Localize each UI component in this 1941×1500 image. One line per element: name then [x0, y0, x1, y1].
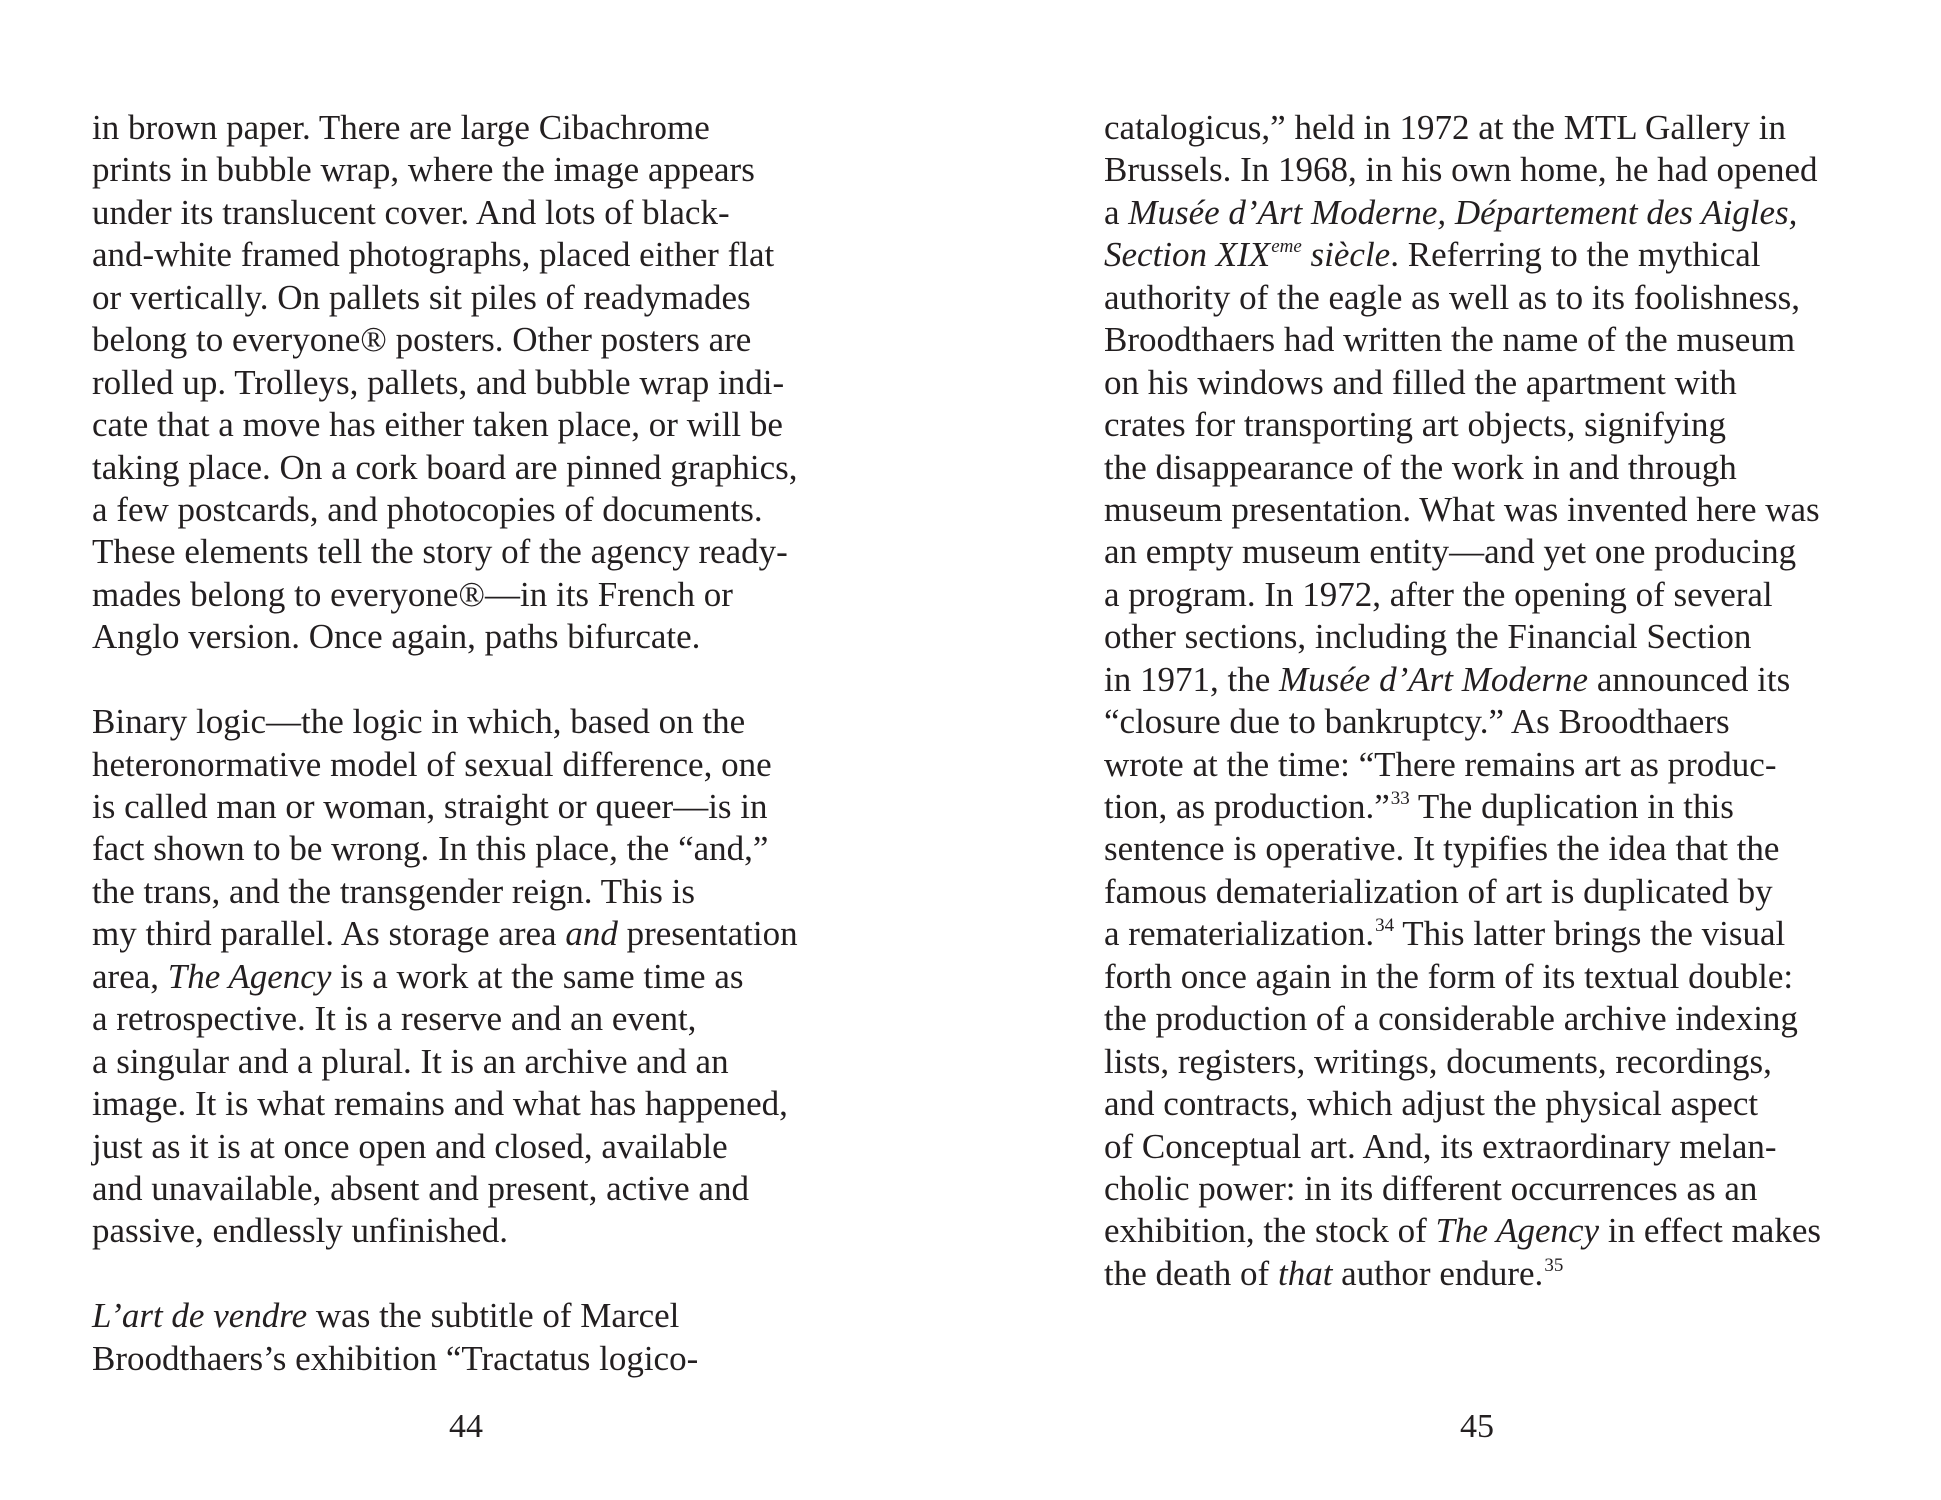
text-line: [92, 1210, 852, 1252]
body-text: heteronormative model of sexual difference, one: [92, 744, 772, 784]
body-text: museum presentation. What was invented here was: [1104, 489, 1820, 529]
body-text: a singular and a plural. It is an archive and an: [92, 1041, 729, 1081]
italic-text: The Agency: [1435, 1211, 1600, 1251]
body-text: “closure due to bankruptcy.” As Broodthaers: [1104, 702, 1730, 742]
right-page-text-column: [1104, 107, 1864, 1295]
body-text: was the subtitle of Marcel: [307, 1296, 680, 1336]
text-line: [92, 1295, 852, 1337]
body-text: lists, registers, writings, documents, recordings,: [1104, 1041, 1772, 1081]
body-text: my third parallel. As storage area: [92, 914, 566, 954]
body-text: or vertically. On pallets sit piles of readymades: [92, 277, 751, 317]
text-line: [1104, 362, 1864, 404]
text-line: [92, 489, 852, 531]
body-text: the trans, and the transgender reign. This is: [92, 871, 695, 911]
body-text: an empty museum entity—and yet one producing: [1104, 532, 1797, 572]
text-line: [92, 1083, 852, 1125]
body-text: forth once again in the form of its textual double:: [1104, 956, 1794, 996]
body-text: fact shown to be wrong. In this place, the “and,”: [92, 829, 769, 869]
text-line: [92, 447, 852, 489]
body-text: crates for transporting art objects, signifying: [1104, 405, 1727, 445]
text-line: [1104, 1210, 1864, 1252]
text-line: [92, 701, 852, 743]
text-line: [92, 404, 852, 446]
body-text: of Conceptual art. And, its extraordinary melan-: [1104, 1126, 1777, 1166]
body-text: a program. In 1972, after the opening of several: [1104, 574, 1773, 614]
body-text: cholic power: in its different occurrences as an: [1104, 1168, 1758, 1208]
body-text: cate that a move has either taken place, or will be: [92, 405, 783, 445]
text-line: [92, 871, 852, 913]
body-text: presentation: [617, 914, 798, 954]
text-line: [1104, 574, 1864, 616]
text-line: [1104, 531, 1864, 573]
body-text: Brussels. In 1968, in his own home, he had opened: [1104, 150, 1818, 190]
text-line: [1104, 956, 1864, 998]
text-line: [1104, 744, 1864, 786]
italic-text: and: [565, 914, 618, 954]
body-text: in brown paper. There are large Cibachrome: [92, 108, 710, 147]
text-line: [92, 828, 852, 870]
text-line: [1104, 277, 1864, 319]
text-line: [92, 149, 852, 191]
text-line: [1104, 828, 1864, 870]
text-line: [92, 956, 852, 998]
text-line: [92, 1126, 852, 1168]
body-text: is called man or woman, straight or queer—is in: [92, 787, 768, 826]
text-line: [92, 1338, 852, 1380]
italic-text: Musée d’Art Moderne, Département des Aigles,: [1128, 192, 1798, 232]
body-text: The duplication in this: [1409, 787, 1734, 826]
left-page-text-column: [92, 107, 852, 1380]
left-page: [0, 0, 970, 1500]
footnote-reference: 34: [1375, 915, 1395, 937]
text-line: [92, 786, 852, 828]
text-line: [1104, 701, 1864, 743]
body-text: passive, endlessly unfinished.: [92, 1211, 509, 1251]
text-line: [1104, 871, 1864, 913]
body-text: sentence is operative. It typifies the idea that the: [1104, 829, 1780, 869]
body-text: taking place. On a cork board are pinned graphics,: [92, 447, 798, 487]
text-line: [1104, 149, 1864, 191]
body-text: tion, as production.”: [1104, 787, 1390, 826]
paragraph-break: [92, 659, 852, 701]
text-line: [92, 574, 852, 616]
text-line: [1104, 998, 1864, 1040]
text-line: [1104, 319, 1864, 361]
body-text: author endure.: [1332, 1253, 1544, 1293]
body-text: area,: [92, 956, 168, 996]
text-line: [1104, 1041, 1864, 1083]
right-page: [970, 0, 1941, 1500]
text-line: [1104, 913, 1864, 955]
body-text: just as it is at once open and closed, available: [92, 1126, 728, 1166]
body-text: image. It is what remains and what has happened,: [92, 1084, 788, 1124]
body-text: belong to everyone® posters. Other posters are: [92, 320, 752, 360]
body-text: in 1971, the: [1104, 659, 1279, 699]
body-text: Broodthaers’s exhibition “Tractatus logico-: [92, 1338, 699, 1378]
body-text: a: [1104, 192, 1129, 232]
text-line: [92, 107, 852, 149]
text-line: [92, 362, 852, 404]
text-line: [92, 744, 852, 786]
body-text: exhibition, the stock of: [1104, 1211, 1436, 1251]
body-text: and unavailable, absent and present, active and: [92, 1168, 749, 1208]
text-line: [92, 913, 852, 955]
superscript-text: eme: [1271, 236, 1302, 258]
body-text: wrote at the time: “There remains art as produc-: [1104, 744, 1777, 784]
text-line: [1104, 1083, 1864, 1125]
body-text: rolled up. Trolleys, pallets, and bubble wrap indi-: [92, 362, 785, 402]
text-line: [1104, 786, 1864, 828]
text-line: [92, 192, 852, 234]
text-line: [1104, 1168, 1864, 1210]
text-line: [1104, 447, 1864, 489]
italic-text: that: [1277, 1253, 1333, 1293]
body-text: mades belong to everyone®—in its French or: [92, 574, 733, 614]
body-text: the production of a considerable archive indexing: [1104, 999, 1798, 1039]
body-text: under its translucent cover. And lots of black-: [92, 192, 730, 232]
body-text: and-white framed photographs, placed either flat: [92, 235, 775, 275]
body-text: . Referring to the mythical: [1390, 235, 1761, 275]
text-line: [1104, 192, 1864, 234]
italic-text: The Agency: [167, 956, 332, 996]
text-line: [1104, 489, 1864, 531]
text-line: [1104, 659, 1864, 701]
body-text: in effect makes: [1599, 1211, 1821, 1251]
italic-text: siècle: [1301, 235, 1391, 275]
text-line: [1104, 234, 1864, 276]
footnote-reference: 35: [1544, 1254, 1564, 1276]
text-line: [1104, 404, 1864, 446]
body-text: Broodthaers had written the name of the museum: [1104, 320, 1796, 360]
footnote-reference: 33: [1390, 788, 1410, 809]
italic-text: L’art de vendre: [92, 1296, 308, 1336]
text-line: [92, 277, 852, 319]
text-line: [1104, 1253, 1864, 1295]
text-line: [1104, 107, 1864, 149]
body-text: and contracts, which adjust the physical aspect: [1104, 1084, 1759, 1124]
text-line: [92, 616, 852, 658]
body-text: This latter brings the visual: [1394, 914, 1786, 954]
body-text: These elements tell the story of the agency ready-: [92, 532, 788, 572]
page-number-right: 45: [1460, 1408, 1494, 1445]
body-text: prints in bubble wrap, where the image appears: [92, 150, 755, 190]
text-line: [92, 531, 852, 573]
body-text: is a work at the same time as: [331, 956, 744, 996]
text-line: [1104, 1126, 1864, 1168]
body-text: a rematerialization.: [1104, 914, 1375, 954]
page-number-left: 44: [449, 1408, 483, 1445]
body-text: authority of the eagle as well as to its foolishness,: [1104, 277, 1800, 317]
body-text: Anglo version. Once again, paths bifurcate.: [92, 617, 701, 657]
text-line: [92, 998, 852, 1040]
body-text: Binary logic—the logic in which, based on the: [92, 702, 746, 742]
italic-text: Section XIX: [1104, 235, 1271, 275]
body-text: catalogicus,” held in 1972 at the MTL Gallery in: [1104, 108, 1786, 147]
italic-text: Musée d’Art Moderne: [1278, 659, 1589, 699]
body-text: famous dematerialization of art is duplicated by: [1104, 871, 1773, 911]
body-text: the death of: [1104, 1253, 1278, 1293]
body-text: a few postcards, and photocopies of documents.: [92, 489, 763, 529]
paragraph-break: [92, 1253, 852, 1295]
body-text: other sections, including the Financial Section: [1104, 617, 1752, 657]
body-text: announced its: [1588, 659, 1791, 699]
text-line: [1104, 616, 1864, 658]
body-text: on his windows and filled the apartment with: [1104, 362, 1737, 402]
body-text: the disappearance of the work in and through: [1104, 447, 1737, 487]
text-line: [92, 1168, 852, 1210]
text-line: [92, 1041, 852, 1083]
text-line: [92, 319, 852, 361]
text-line: [92, 234, 852, 276]
body-text: a retrospective. It is a reserve and an event,: [92, 999, 697, 1039]
